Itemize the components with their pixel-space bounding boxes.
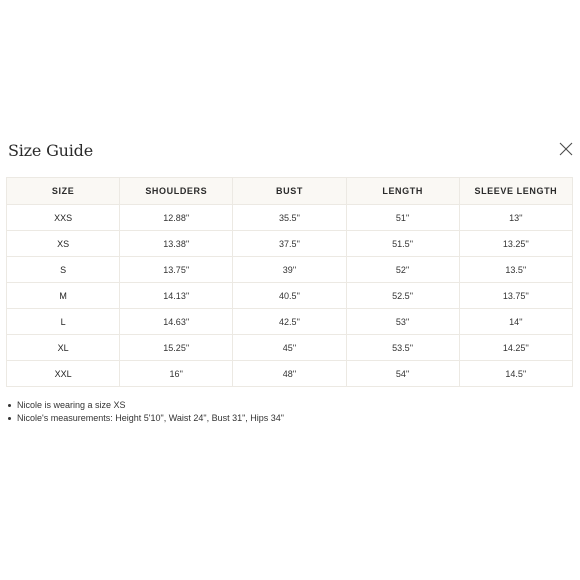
cell-bust: 42.5'' <box>233 309 346 335</box>
close-icon <box>558 141 574 157</box>
cell-length: 54'' <box>346 361 459 387</box>
table-row <box>7 257 573 283</box>
cell-length: 51.5'' <box>346 231 459 257</box>
cell-bust: 45'' <box>233 335 346 361</box>
close-button[interactable] <box>558 141 574 157</box>
fit-notes <box>8 399 284 425</box>
table-row <box>7 361 573 387</box>
cell-sleeve-length: 13.25'' <box>459 231 572 257</box>
table-row <box>7 283 573 309</box>
table-header-row <box>7 178 573 205</box>
cell-shoulders: 16'' <box>120 361 233 387</box>
cell-size: XXS <box>7 205 120 231</box>
cell-length: 52'' <box>346 257 459 283</box>
cell-size: XL <box>7 335 120 361</box>
cell-bust: 35.5'' <box>233 205 346 231</box>
cell-length: 53.5'' <box>346 335 459 361</box>
cell-length: 51'' <box>346 205 459 231</box>
cell-sleeve-length: 13'' <box>459 205 572 231</box>
list-item <box>8 399 284 412</box>
table-row <box>7 335 573 361</box>
size-table <box>6 177 573 387</box>
cell-bust: 37.5'' <box>233 231 346 257</box>
table-row <box>7 205 573 231</box>
cell-shoulders: 13.75'' <box>120 257 233 283</box>
cell-shoulders: 15.25'' <box>120 335 233 361</box>
header-shoulders: SHOULDERS <box>120 178 233 205</box>
cell-shoulders: 12.88'' <box>120 205 233 231</box>
cell-sleeve-length: 14.25'' <box>459 335 572 361</box>
cell-size: XXL <box>7 361 120 387</box>
cell-bust: 40.5'' <box>233 283 346 309</box>
cell-length: 53'' <box>346 309 459 335</box>
cell-shoulders: 14.13'' <box>120 283 233 309</box>
note-text: Nicole's measurements: Height 5'10", Waist 24", Bust 31", Hips 34" <box>17 413 284 423</box>
cell-shoulders: 13.38'' <box>120 231 233 257</box>
cell-size: L <box>7 309 120 335</box>
cell-sleeve-length: 14.5'' <box>459 361 572 387</box>
cell-bust: 48'' <box>233 361 346 387</box>
table-row <box>7 231 573 257</box>
bullet-icon <box>8 404 11 407</box>
bullet-icon <box>8 417 11 420</box>
cell-sleeve-length: 14'' <box>459 309 572 335</box>
cell-size: M <box>7 283 120 309</box>
cell-sleeve-length: 13.5'' <box>459 257 572 283</box>
cell-bust: 39'' <box>233 257 346 283</box>
cell-sleeve-length: 13.75'' <box>459 283 572 309</box>
note-text: Nicole is wearing a size XS <box>17 400 126 410</box>
table-row <box>7 309 573 335</box>
header-bust: BUST <box>233 178 346 205</box>
cell-shoulders: 14.63'' <box>120 309 233 335</box>
cell-size: S <box>7 257 120 283</box>
header-size: SIZE <box>7 178 120 205</box>
modal-title: Size Guide <box>8 141 93 160</box>
cell-length: 52.5'' <box>346 283 459 309</box>
list-item <box>8 412 284 425</box>
cell-size: XS <box>7 231 120 257</box>
header-length: LENGTH <box>346 178 459 205</box>
header-sleeve-length: SLEEVE LENGTH <box>459 178 572 205</box>
